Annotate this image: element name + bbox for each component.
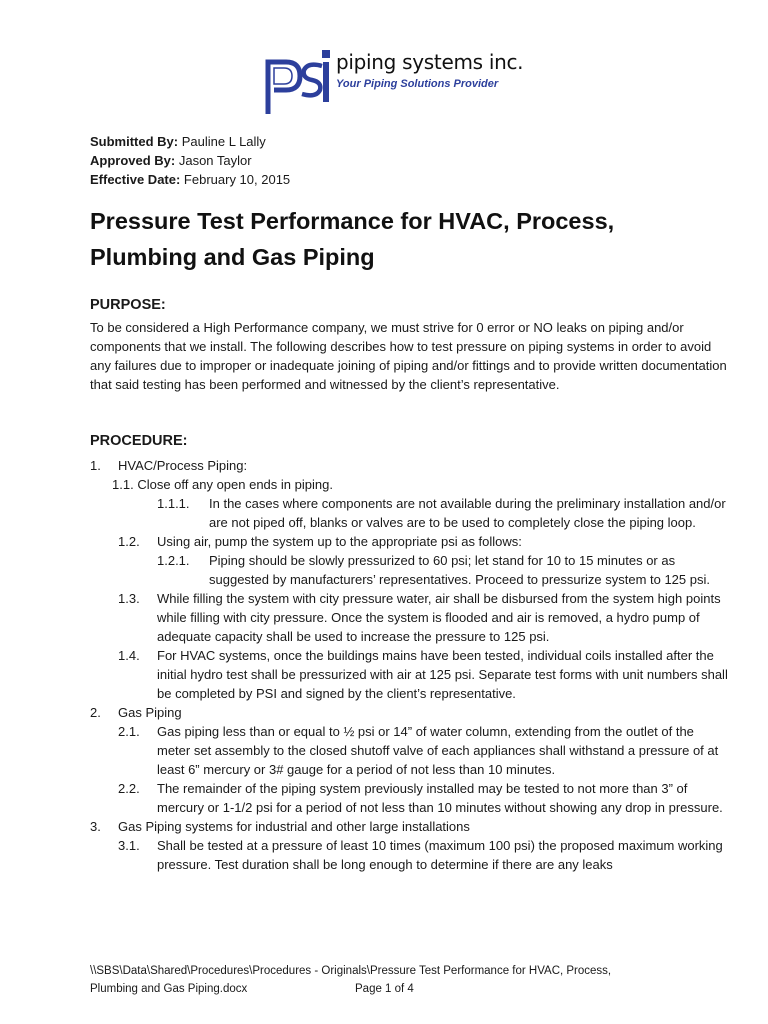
company-name: piping systems inc. bbox=[336, 50, 524, 74]
procedure-heading: PROCEDURE: bbox=[90, 433, 188, 449]
approved-by-label: Approved By: bbox=[90, 153, 176, 168]
item-number: 2. bbox=[90, 705, 101, 720]
document-title: Pressure Test Performance for HVAC, Process, Plumbing and Gas Piping bbox=[90, 208, 615, 270]
document-meta bbox=[90, 132, 290, 189]
company-tagline: Your Piping Solutions Provider bbox=[336, 78, 499, 90]
approved-by-line bbox=[90, 151, 290, 170]
item-text: Gas Piping bbox=[118, 705, 182, 720]
item-text: Shall be tested at a pressure of least 10 times (maximum 100 psi) the proposed maximum working pressure. Test duration shall be long enough to determine if there are any leaks bbox=[157, 838, 723, 872]
effective-date-line bbox=[90, 170, 290, 189]
effective-date-value: February 10, 2015 bbox=[180, 172, 291, 187]
list-item bbox=[0, 475, 768, 494]
submitted-by-value: Pauline L Lally bbox=[178, 134, 266, 149]
effective-date-label: Effective Date: bbox=[90, 172, 181, 187]
item-number: 3.1. bbox=[118, 838, 140, 853]
list-item bbox=[0, 703, 768, 722]
item-text: In the cases where components are not available during the preliminary installation and/or are not piped off, blanks or valves are to be used to completely close the piping loop. bbox=[209, 496, 726, 530]
list-item bbox=[0, 456, 768, 475]
item-text: For HVAC systems, once the buildings mains have been tested, individual coils installed after the initial hydro test shall be pressurized with air at 125 psi. Separate test forms with unit numbers shall be completed by PSI and signed by the client’s representative. bbox=[157, 648, 728, 701]
item-text: Gas piping less than or equal to ½ psi or 14” of water column, extending from the outlet of the meter set assembly to the closed shutoff valve of each appliances shall withstand a pressure of at least 6” mercury or 3# gauge for a period of not less than 10 minutes. bbox=[157, 724, 719, 777]
list-item bbox=[0, 551, 768, 589]
item-number: 1.1.1. bbox=[157, 496, 190, 511]
list-item bbox=[0, 646, 768, 703]
submitted-by-line bbox=[90, 132, 290, 151]
item-number: 2.2. bbox=[118, 781, 140, 796]
purpose-heading: PURPOSE: bbox=[90, 297, 166, 313]
list-item bbox=[0, 722, 768, 779]
item-number: 1.4. bbox=[118, 648, 140, 663]
item-text: Using air, pump the system up to the appropriate psi as follows: bbox=[157, 534, 522, 549]
list-item bbox=[0, 532, 768, 551]
footer-path-line-2: Plumbing and Gas Piping.docx bbox=[90, 983, 248, 995]
item-number: 3. bbox=[90, 819, 101, 834]
submitted-by-label: Submitted By: bbox=[90, 134, 179, 149]
page-number: Page 1 of 4 bbox=[355, 983, 414, 995]
company-logo bbox=[262, 44, 522, 116]
item-text: While filling the system with city pressure water, air shall be disbursed from the system high points while filling with city pressure. Once the system is flooded and air is removed, a hydro pump of adequate capacity shall be used to increase the pressure to 125 psi. bbox=[157, 591, 721, 644]
footer-path-line-1: \\SBS\Data\Shared\Procedures\Procedures - Originals\Pressure Test Performance for HVAC, Process, bbox=[90, 965, 612, 977]
item-number: 1.3. bbox=[118, 591, 140, 606]
item-number: 1.1. bbox=[112, 477, 134, 492]
item-text: HVAC/Process Piping: bbox=[118, 458, 248, 473]
list-item bbox=[0, 494, 768, 532]
list-item bbox=[0, 779, 768, 817]
item-number: 1.2.1. bbox=[157, 553, 190, 568]
item-text bbox=[112, 475, 728, 494]
psi-logo-icon bbox=[262, 44, 334, 116]
document-footer bbox=[90, 962, 690, 998]
list-item bbox=[0, 817, 768, 836]
item-text: Piping should be slowly pressurized to 60 psi; let stand for 10 to 15 minutes or as suggested by manufacturers’ representatives. Proceed to pressurize system to 125 psi. bbox=[209, 553, 710, 587]
list-item bbox=[0, 836, 768, 874]
list-item bbox=[0, 589, 768, 646]
purpose-paragraph: To be considered a High Performance company, we must strive for 0 error or NO leaks on piping and/or components that we install. The following describes how to test pressure on piping systems in order to avoid any failures due to improper or inadequate joining of piping and/or fittings and to provide written documentation that said testing has been performed and witnessed by the client’s representative. bbox=[90, 320, 727, 392]
item-text-content: Close off any open ends in piping. bbox=[137, 477, 333, 492]
item-number: 1.2. bbox=[118, 534, 140, 549]
item-number: 2.1. bbox=[118, 724, 140, 739]
item-text: The remainder of the piping system previously installed may be tested to not more than 3” of mercury or 1-1/2 psi for a period of not less than 10 minutes without showing any drop in pressure. bbox=[157, 781, 723, 815]
approved-by-value: Jason Taylor bbox=[175, 153, 252, 168]
procedure-list bbox=[0, 456, 768, 874]
item-number: 1. bbox=[90, 458, 101, 473]
item-text: Gas Piping systems for industrial and other large installations bbox=[118, 819, 470, 834]
